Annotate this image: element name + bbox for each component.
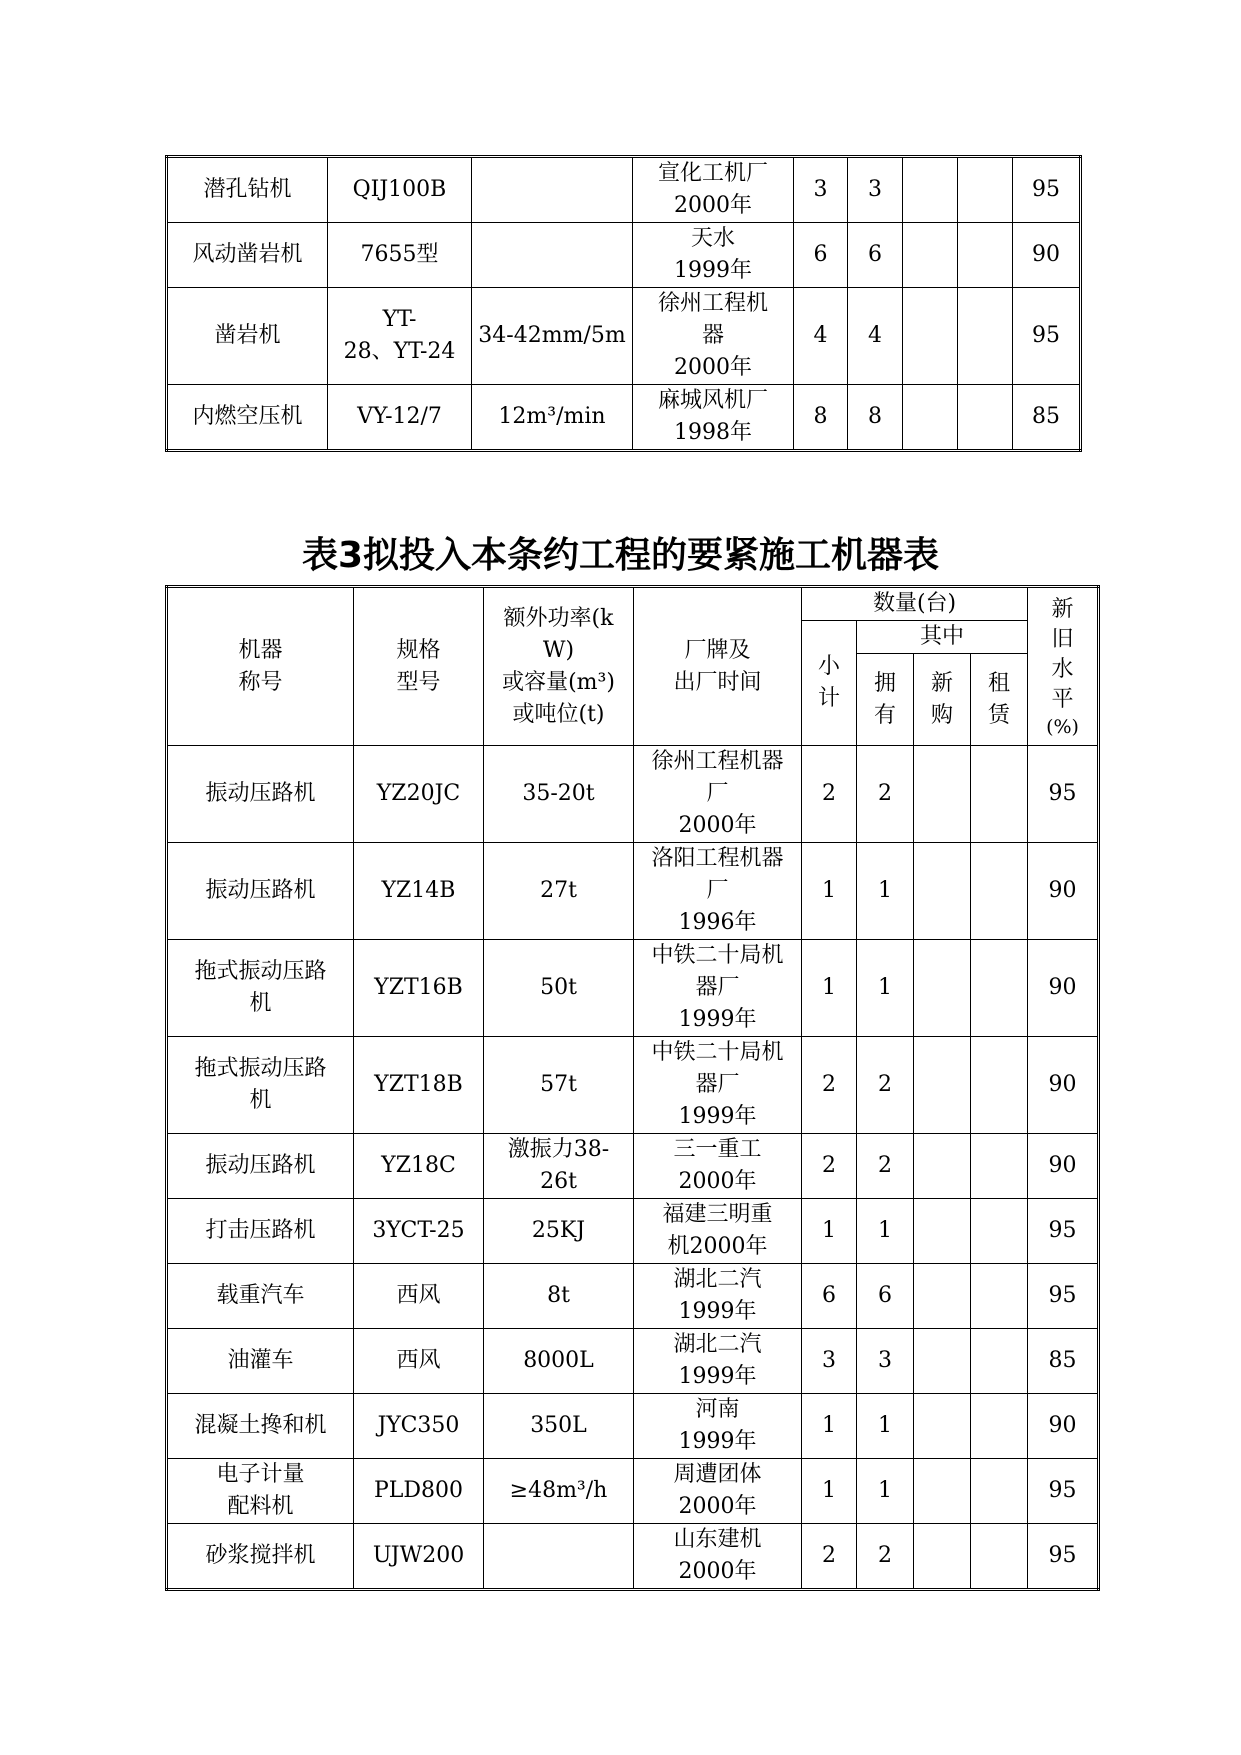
- cell-own: 2: [857, 1524, 914, 1590]
- cell-own: 2: [857, 1037, 914, 1134]
- header-model: 规格 型号: [354, 587, 484, 746]
- header-among: 其中: [857, 621, 1028, 654]
- cell-rent: [971, 940, 1028, 1037]
- cell-new: [914, 1037, 971, 1134]
- header-power: 额外功率(k W) 或容量(m³) 或吨位(t): [484, 587, 634, 746]
- cell-new: [903, 157, 958, 223]
- header-level: [1028, 587, 1099, 746]
- cell-subtotal: 2: [802, 1524, 857, 1590]
- cell-level: 90: [1028, 843, 1099, 940]
- cell-new: [914, 940, 971, 1037]
- cell-power: 50t: [484, 940, 634, 1037]
- cell-rent: [971, 1394, 1028, 1459]
- cell-model: JYC350: [354, 1394, 484, 1459]
- cell-subtotal: 8: [794, 385, 848, 451]
- table-row: [167, 1524, 1099, 1590]
- cell-model: QIJ100B: [328, 157, 472, 223]
- cell-new: [914, 1329, 971, 1394]
- cell-name: 拖式振动压路 机: [167, 1037, 354, 1134]
- cell-maker: 湖北二汽 1999年: [634, 1264, 802, 1329]
- cell-power: [472, 223, 633, 288]
- equipment-table-continued: [165, 155, 1082, 452]
- cell-rent: [971, 1264, 1028, 1329]
- cell-power: [472, 157, 633, 223]
- cell-level: 90: [1028, 940, 1099, 1037]
- cell-model: VY-12/7: [328, 385, 472, 451]
- cell-rent: [971, 1037, 1028, 1134]
- cell-model: YZ18C: [354, 1134, 484, 1199]
- header-new: 新 购: [914, 654, 971, 746]
- cell-name: 内燃空压机: [167, 385, 328, 451]
- cell-maker: 洛阳工程机器 厂 1996年: [634, 843, 802, 940]
- cell-power: 25KJ: [484, 1199, 634, 1264]
- cell-own: 4: [848, 288, 903, 385]
- cell-level: 90: [1028, 1394, 1099, 1459]
- cell-name: 砂浆搅拌机: [167, 1524, 354, 1590]
- cell-rent: [971, 1329, 1028, 1394]
- cell-own: 1: [857, 940, 914, 1037]
- table-row: [167, 1264, 1099, 1329]
- cell-level: 90: [1013, 223, 1081, 288]
- construction-machinery-table: [165, 585, 1100, 1591]
- header-subtotal: 小 计: [802, 621, 857, 746]
- cell-maker: 三一重工 2000年: [634, 1134, 802, 1199]
- cell-subtotal: 1: [802, 1459, 857, 1524]
- header-level-unit: (%): [1046, 715, 1079, 738]
- cell-name: 风动凿岩机: [167, 223, 328, 288]
- cell-subtotal: 3: [794, 157, 848, 223]
- cell-maker: 徐州工程机 器 2000年: [633, 288, 794, 385]
- cell-own: 2: [857, 746, 914, 843]
- table3-header: [167, 587, 1099, 746]
- cell-rent: [971, 1524, 1028, 1590]
- cell-subtotal: 6: [794, 223, 848, 288]
- table3-title: 表3拟投入本条约工程的要紧施工机器表: [301, 535, 940, 576]
- table-row: [167, 1459, 1099, 1524]
- header-quantity: 数量(台): [802, 587, 1028, 621]
- cell-maker: 福建三明重 机2000年: [634, 1199, 802, 1264]
- cell-model: UJW200: [354, 1524, 484, 1590]
- cell-power: 激振力38- 26t: [484, 1134, 634, 1199]
- table-row: [167, 223, 1081, 288]
- cell-maker: 湖北二汽 1999年: [634, 1329, 802, 1394]
- cell-level: 95: [1013, 157, 1081, 223]
- cell-level: 95: [1028, 1524, 1099, 1590]
- cell-maker: 天水 1999年: [633, 223, 794, 288]
- cell-maker: 山东建机 2000年: [634, 1524, 802, 1590]
- cell-rent: [971, 746, 1028, 843]
- cell-rent: [958, 157, 1013, 223]
- table-row: [167, 746, 1099, 843]
- cell-new: [914, 1524, 971, 1590]
- table-row: [167, 385, 1081, 451]
- cell-power: 35-20t: [484, 746, 634, 843]
- cell-name: 载重汽车: [167, 1264, 354, 1329]
- cell-level: 95: [1013, 288, 1081, 385]
- cell-power: ≥48m³/h: [484, 1459, 634, 1524]
- header-level-label: 新 旧 水 平: [1051, 596, 1074, 712]
- cell-subtotal: 1: [802, 843, 857, 940]
- cell-new: [914, 1394, 971, 1459]
- cell-rent: [971, 1199, 1028, 1264]
- cell-power: 8000L: [484, 1329, 634, 1394]
- cell-power: 12m³/min: [472, 385, 633, 451]
- cell-own: 6: [848, 223, 903, 288]
- cell-level: 90: [1028, 1134, 1099, 1199]
- cell-subtotal: 3: [802, 1329, 857, 1394]
- cell-own: 3: [848, 157, 903, 223]
- table-row: [167, 1037, 1099, 1134]
- cell-subtotal: 1: [802, 940, 857, 1037]
- header-own: 拥 有: [857, 654, 914, 746]
- cell-power: 57t: [484, 1037, 634, 1134]
- header-maker: 厂牌及 出厂时间: [634, 587, 802, 746]
- cell-new: [914, 1264, 971, 1329]
- cell-own: 8: [848, 385, 903, 451]
- cell-subtotal: 2: [802, 746, 857, 843]
- cell-level: 95: [1028, 1264, 1099, 1329]
- cell-model: PLD800: [354, 1459, 484, 1524]
- cell-model: YZT18B: [354, 1037, 484, 1134]
- header-rent: 租 赁: [971, 654, 1028, 746]
- table-row: [167, 940, 1099, 1037]
- cell-rent: [971, 843, 1028, 940]
- cell-subtotal: 6: [802, 1264, 857, 1329]
- cell-level: 95: [1028, 1199, 1099, 1264]
- table1-body: [167, 157, 1081, 451]
- cell-model: YT- 28、YT-24: [328, 288, 472, 385]
- cell-model: 西风: [354, 1264, 484, 1329]
- cell-model: 3YCT-25: [354, 1199, 484, 1264]
- cell-subtotal: 2: [802, 1037, 857, 1134]
- header-name: 机器 称号: [167, 587, 354, 746]
- cell-name: 油灌车: [167, 1329, 354, 1394]
- cell-own: 1: [857, 843, 914, 940]
- cell-rent: [958, 385, 1013, 451]
- table-row: [167, 1134, 1099, 1199]
- cell-own: 2: [857, 1134, 914, 1199]
- cell-power: [484, 1524, 634, 1590]
- cell-name: 振动压路机: [167, 843, 354, 940]
- cell-name: 打击压路机: [167, 1199, 354, 1264]
- cell-name: 振动压路机: [167, 1134, 354, 1199]
- table-row: [167, 1329, 1099, 1394]
- cell-power: 34-42mm/5m: [472, 288, 633, 385]
- cell-maker: 麻城风机厂 1998年: [633, 385, 794, 451]
- table-row: [167, 843, 1099, 940]
- cell-subtotal: 4: [794, 288, 848, 385]
- cell-maker: 中铁二十局机 器厂 1999年: [634, 940, 802, 1037]
- cell-own: 1: [857, 1394, 914, 1459]
- cell-power: 8t: [484, 1264, 634, 1329]
- cell-name: 凿岩机: [167, 288, 328, 385]
- cell-new: [903, 223, 958, 288]
- cell-subtotal: 2: [802, 1134, 857, 1199]
- cell-new: [914, 1459, 971, 1524]
- cell-model: YZ14B: [354, 843, 484, 940]
- cell-rent: [971, 1134, 1028, 1199]
- cell-new: [914, 1199, 971, 1264]
- cell-level: 90: [1028, 1037, 1099, 1134]
- cell-own: 3: [857, 1329, 914, 1394]
- cell-maker: 宣化工机厂 2000年: [633, 157, 794, 223]
- table3-body: [167, 746, 1099, 1590]
- cell-model: YZ20JC: [354, 746, 484, 843]
- cell-name: 潜孔钻机: [167, 157, 328, 223]
- cell-maker: 河南 1999年: [634, 1394, 802, 1459]
- cell-new: [914, 843, 971, 940]
- cell-level: 85: [1028, 1329, 1099, 1394]
- cell-maker: 中铁二十局机 器厂 1999年: [634, 1037, 802, 1134]
- cell-level: 95: [1028, 746, 1099, 843]
- cell-maker: 周遭团体 2000年: [634, 1459, 802, 1524]
- table-row: [167, 157, 1081, 223]
- cell-model: YZT16B: [354, 940, 484, 1037]
- cell-own: 6: [857, 1264, 914, 1329]
- cell-rent: [958, 223, 1013, 288]
- cell-own: 1: [857, 1459, 914, 1524]
- table-row: [167, 1199, 1099, 1264]
- cell-subtotal: 1: [802, 1199, 857, 1264]
- cell-name: 混凝土搀和机: [167, 1394, 354, 1459]
- cell-new: [903, 385, 958, 451]
- cell-model: 7655型: [328, 223, 472, 288]
- cell-name: 拖式振动压路 机: [167, 940, 354, 1037]
- cell-rent: [958, 288, 1013, 385]
- cell-level: 85: [1013, 385, 1081, 451]
- cell-model: 西风: [354, 1329, 484, 1394]
- cell-name: 振动压路机: [167, 746, 354, 843]
- cell-subtotal: 1: [802, 1394, 857, 1459]
- cell-power: 350L: [484, 1394, 634, 1459]
- cell-rent: [971, 1459, 1028, 1524]
- cell-new: [914, 746, 971, 843]
- cell-name: 电子计量 配料机: [167, 1459, 354, 1524]
- table-row: [167, 288, 1081, 385]
- cell-maker: 徐州工程机器 厂 2000年: [634, 746, 802, 843]
- cell-power: 27t: [484, 843, 634, 940]
- cell-new: [903, 288, 958, 385]
- cell-new: [914, 1134, 971, 1199]
- table-row: [167, 1394, 1099, 1459]
- cell-level: 95: [1028, 1459, 1099, 1524]
- cell-own: 1: [857, 1199, 914, 1264]
